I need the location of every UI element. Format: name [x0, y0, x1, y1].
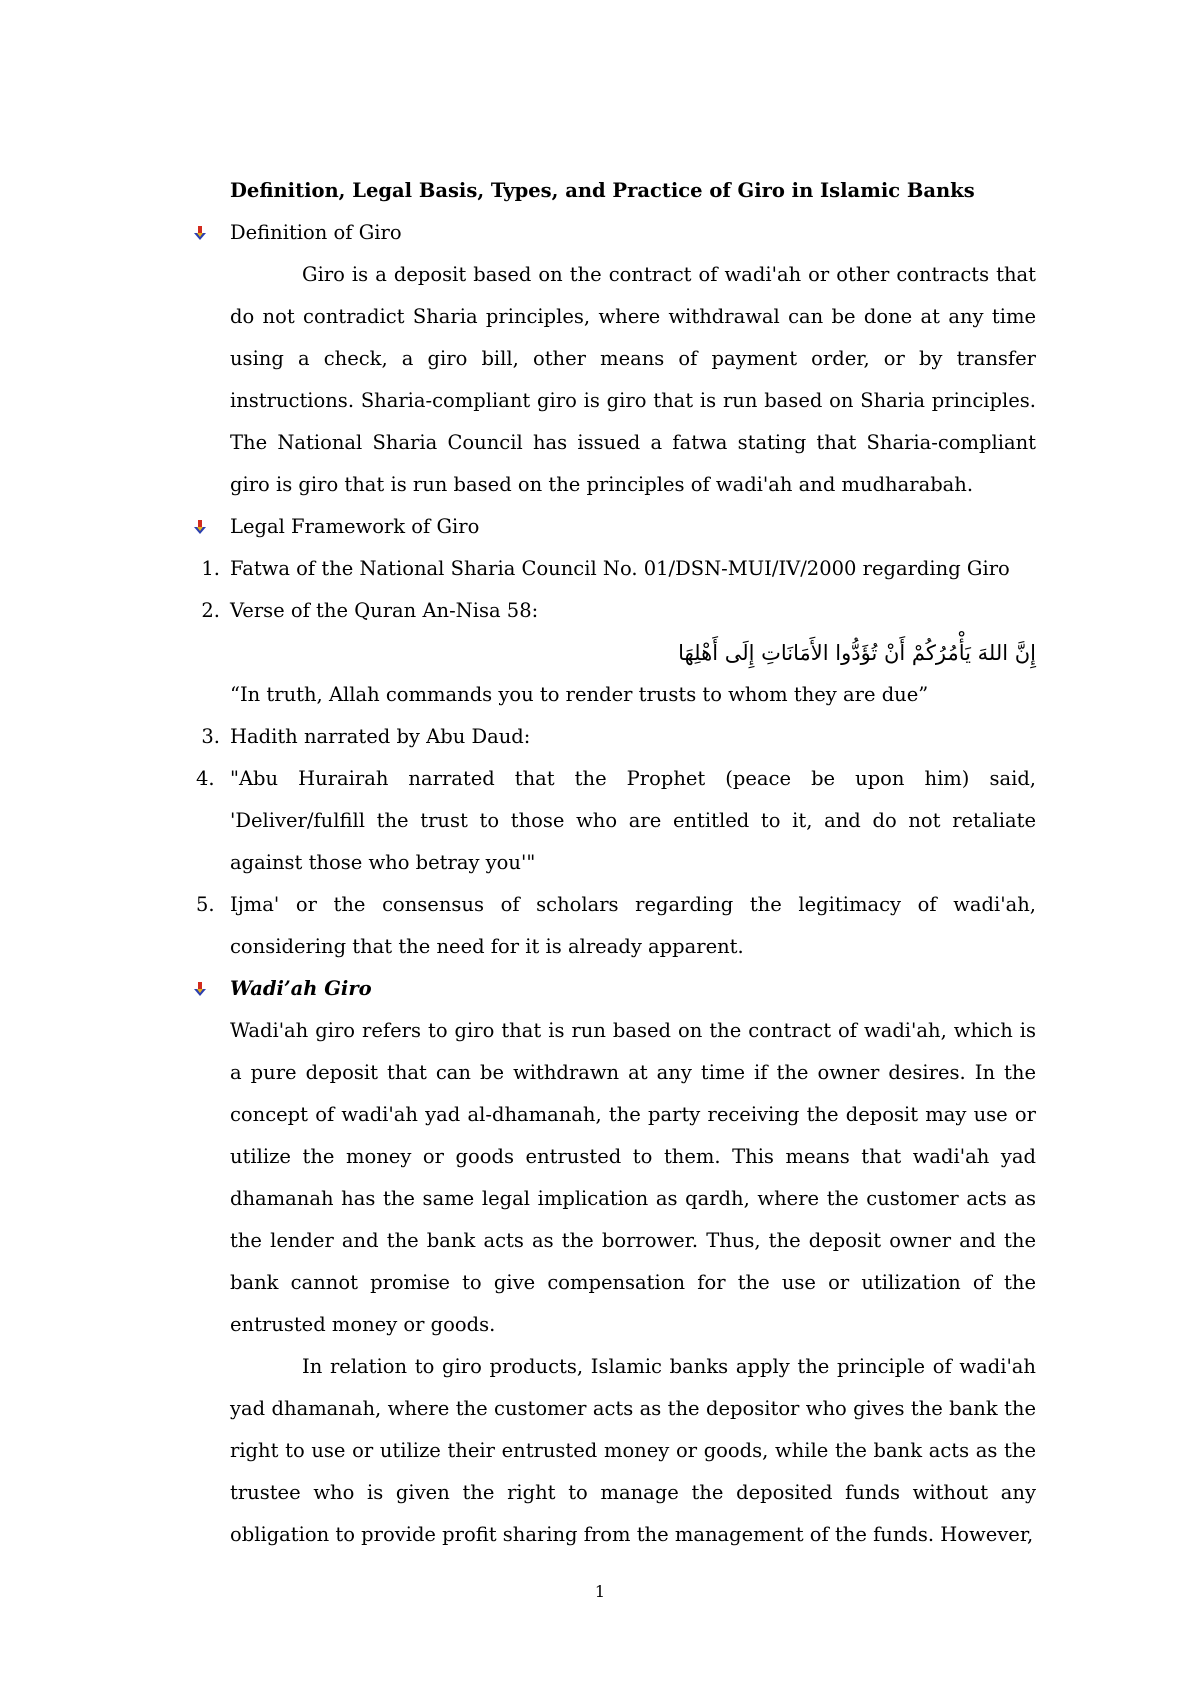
section-heading-label: Definition of Giro — [230, 221, 402, 244]
down-arrow-bullet-icon — [192, 519, 208, 535]
list-item-text: "Abu Hurairah narrated that the Prophet (peace be upon him) said, 'Deliver/fulfill the trust to those who are entitled to it, and do not retaliate against those who betray you'" — [230, 767, 1036, 874]
document-body — [196, 170, 1036, 1556]
page-number: 1 — [594, 1582, 606, 1601]
list-number: 3. — [201, 725, 220, 748]
section-heading-label: Legal Framework of Giro — [230, 515, 480, 538]
wadiah-paragraph-2: In relation to giro products, Islamic banks apply the principle of wadi'ah yad dhamanah, where the customer acts as the depositor who gives the bank the right to use or utilize their entrusted money or goods, while the bank acts as the trustee who is given the right to manage the deposited funds without any obligation to provide profit sharing from the management of the funds. However, — [230, 1355, 1036, 1546]
section-heading-legal — [230, 506, 1036, 548]
section-heading-wadiah — [230, 968, 1036, 1010]
document-title: Definition, Legal Basis, Types, and Practice of Giro in Islamic Banks — [230, 179, 975, 202]
list-number: 1. — [201, 557, 220, 580]
section-heading-label: Wadi’ah Giro — [230, 977, 372, 1000]
list-item — [196, 758, 1036, 884]
definition-paragraph: Giro is a deposit based on the contract of wadi'ah or other contracts that do not contradict Sharia principles, where withdrawal can be done at any time using a check, a giro bill, other means of payment order, or by transfer instructions. Sharia-compliant giro is giro that is run based on Sharia principles. The National Sharia Council has issued a fatwa stating that Sharia-compliant giro is giro that is run based on the principles of wadi'ah and mudharabah. — [230, 263, 1036, 496]
list-number: 2. — [201, 599, 220, 622]
verse-translation: “In truth, Allah commands you to render trusts to whom they are due” — [230, 683, 929, 706]
list-item-text: Verse of the Quran An-Nisa 58: — [230, 599, 539, 622]
list-item — [196, 884, 1036, 968]
list-item-text: Ijma' or the consensus of scholars regarding the legitimacy of wadi'ah, considering that the need for it is already apparent. — [230, 893, 1036, 958]
list-item — [201, 716, 1036, 758]
arabic-verse: إِنَّ اللهَ يَأْمُرُكُمْ أَنْ تُؤَدُّوا الأَمَانَاتِ إِلَى أَهْلِهَا — [678, 641, 1036, 665]
list-item-text: Fatwa of the National Sharia Council No. 01/DSN-MUI/IV/2000 regarding Giro — [230, 557, 1010, 580]
down-arrow-bullet-icon — [192, 981, 208, 997]
section-heading-definition — [230, 212, 1036, 254]
down-arrow-bullet-icon — [192, 225, 208, 241]
list-item — [201, 590, 1036, 632]
wadiah-paragraph-1: Wadi'ah giro refers to giro that is run based on the contract of wadi'ah, which is a pure deposit that can be withdrawn at any time if the owner desires. In the concept of wadi'ah yad al-dhamanah, the party receiving the deposit may use or utilize the money or goods entrusted to them. This means that wadi'ah yad dhamanah has the same legal implication as qardh, where the customer acts as the lender and the bank acts as the borrower. Thus, the deposit owner and the bank cannot promise to give compensation for the use or utilization of the entrusted money or goods. — [230, 1019, 1036, 1336]
list-number: 5. — [196, 893, 215, 916]
list-number: 4. — [196, 767, 215, 790]
list-item-text: Hadith narrated by Abu Daud: — [230, 725, 531, 748]
list-item — [201, 548, 1036, 590]
